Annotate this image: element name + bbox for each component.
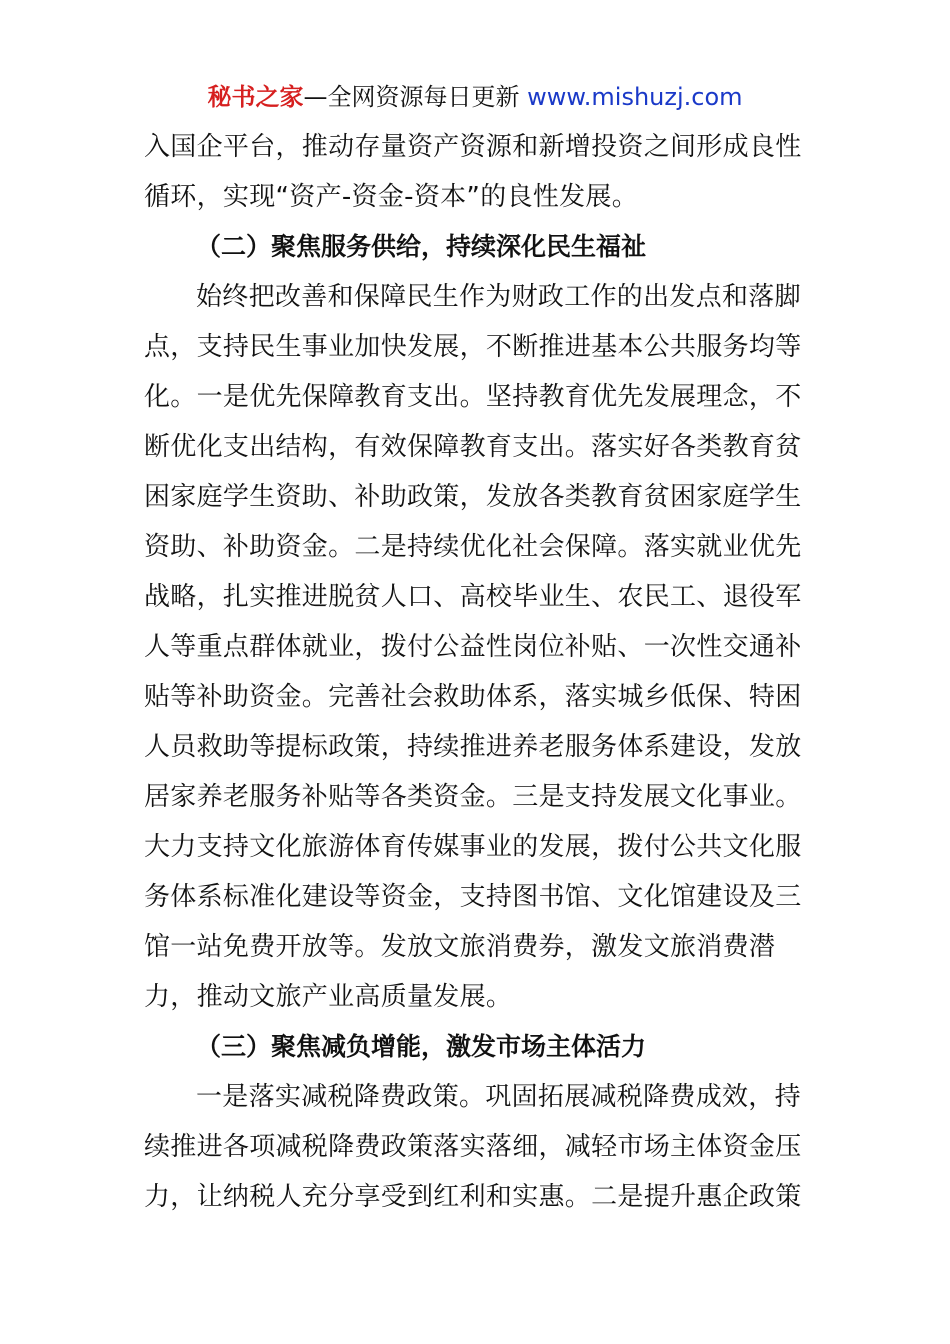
paragraph-line: 续推进各项减税降费政策落实落细，减轻市场主体资金压 bbox=[144, 1132, 802, 1162]
paragraph-line: 大力支持文化旅游体育传媒事业的发展，拨付公共文化服 bbox=[144, 832, 802, 862]
paragraph-line: 贴等补助资金。完善社会救助体系，落实城乡低保、特困 bbox=[144, 682, 802, 712]
site-tagline: —全网资源每日更新 bbox=[303, 83, 528, 111]
section-heading-2: （二）聚焦服务供给，持续深化民生福祉 bbox=[196, 232, 647, 261]
paragraph-line: 点，支持民生事业加快发展，不断推进基本公共服务均等 bbox=[144, 332, 802, 362]
paragraph-line: 一是落实减税降费政策。巩固拓展减税降费成效，持 bbox=[196, 1082, 801, 1112]
paragraph-line: 务体系标准化建设等资金，支持图书馆、文化馆建设及三 bbox=[144, 882, 802, 912]
paragraph-line: 战略，扎实推进脱贫人口、高校毕业生、农民工、退役军 bbox=[144, 582, 802, 612]
paragraph-line: 困家庭学生资助、补助政策，发放各类教育贫困家庭学生 bbox=[144, 482, 802, 512]
document-body bbox=[144, 122, 810, 1222]
paragraph-line: 资助、补助资金。二是持续优化社会保障。落实就业优先 bbox=[144, 532, 802, 562]
site-url[interactable]: www.mishuzj.com bbox=[527, 83, 743, 111]
paragraph-line: 断优化支出结构，有效保障教育支出。落实好各类教育贫 bbox=[144, 432, 802, 462]
paragraph-line: 化。一是优先保障教育支出。坚持教育优先发展理念，不 bbox=[144, 382, 802, 412]
paragraph-line: 始终把改善和保障民生作为财政工作的出发点和落脚 bbox=[196, 282, 801, 312]
paragraph-line: 入国企平台，推动存量资产资源和新增投资之间形成良性 bbox=[144, 132, 802, 162]
paragraph-line: 人员救助等提标政策，持续推进养老服务体系建设，发放 bbox=[144, 732, 802, 762]
paragraph-line: 人等重点群体就业，拨付公益性岗位补贴、一次性交通补 bbox=[144, 632, 802, 662]
page-header bbox=[0, 80, 950, 114]
paragraph-line: 循环，实现“资产-资金-资本”的良性发展。 bbox=[144, 182, 639, 212]
paragraph-line: 馆一站免费开放等。发放文旅消费券，激发文旅消费潜 bbox=[144, 932, 776, 962]
site-brand: 秘书之家 bbox=[207, 83, 304, 111]
section-heading-3: （三）聚焦减负增能，激发市场主体活力 bbox=[196, 1032, 647, 1061]
paragraph-line: 居家养老服务补贴等各类资金。三是支持发展文化事业。 bbox=[144, 782, 802, 812]
paragraph-line: 力，让纳税人充分享受到红利和实惠。二是提升惠企政策 bbox=[144, 1182, 802, 1212]
paragraph-line: 力，推动文旅产业高质量发展。 bbox=[144, 982, 513, 1012]
